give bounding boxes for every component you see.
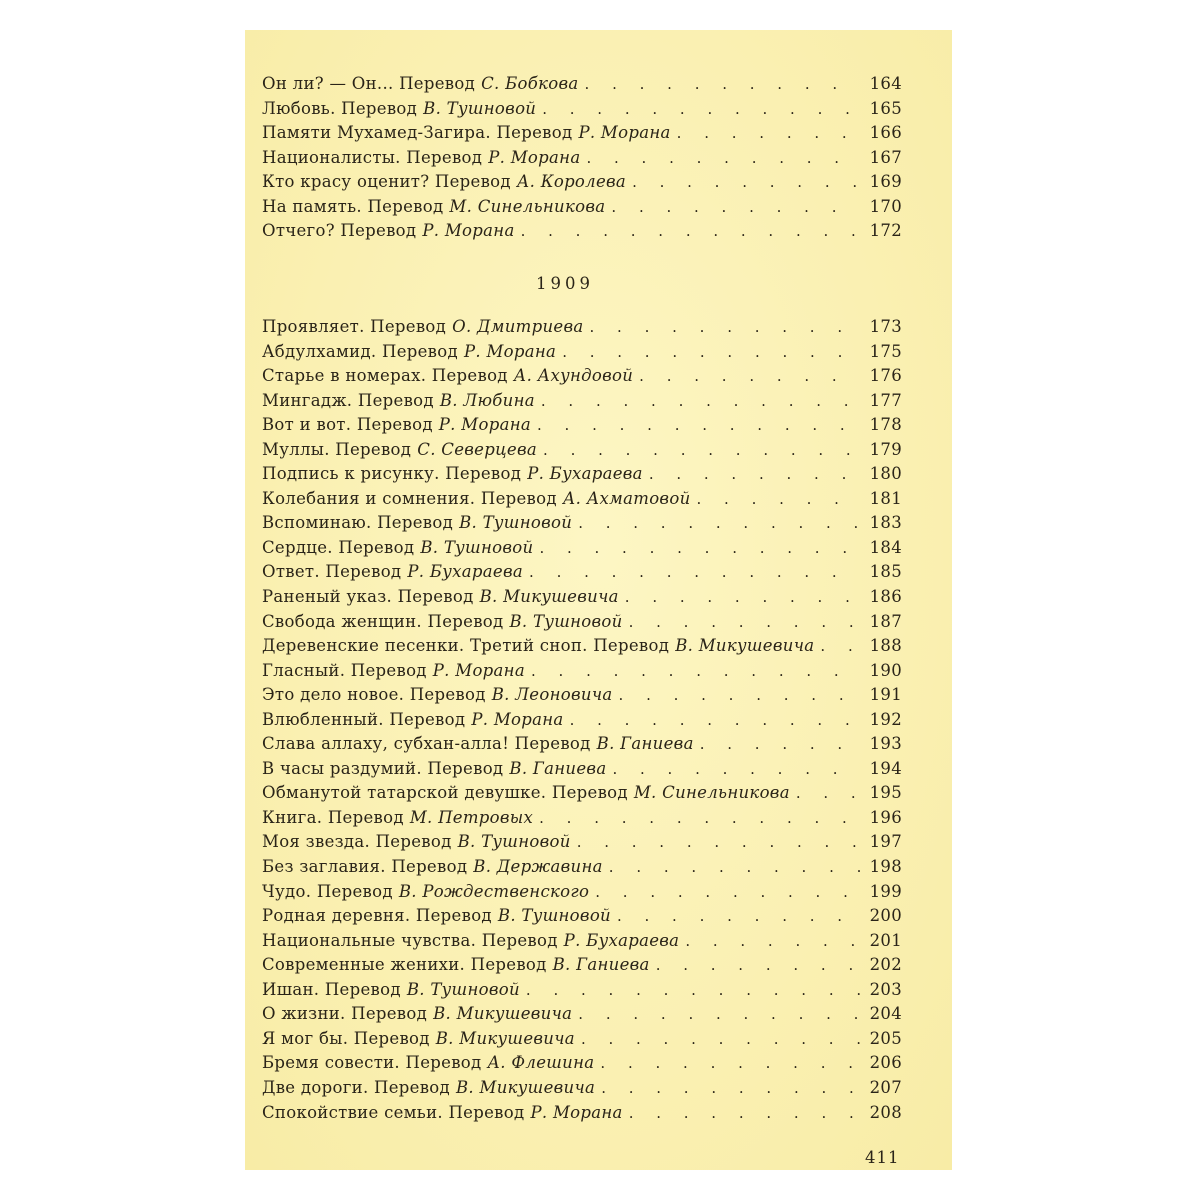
entry-translator: В. Тушновой — [406, 979, 520, 999]
dot-leader — [581, 1027, 860, 1052]
entry-translator: Р. Морана — [578, 123, 671, 143]
entry-page-number: 200 — [869, 906, 902, 926]
toc-entry — [262, 830, 902, 855]
dot-leader — [562, 340, 860, 365]
toc-entry — [262, 978, 902, 1003]
toc-entry — [262, 708, 902, 733]
entry-title: О жизни. Перевод — [262, 1004, 428, 1024]
dot-leader — [820, 634, 860, 659]
toc-entry — [262, 1051, 902, 1076]
entry-translator: Р. Бухараева — [527, 464, 643, 484]
entry-translator: В. Ганиева — [552, 955, 650, 975]
contents-list-1908 — [262, 72, 902, 244]
toc-entry — [262, 413, 902, 438]
entry-title: Ишан. Перевод — [262, 979, 401, 999]
entry-page-number: 170 — [869, 196, 902, 216]
toc-entry — [262, 1002, 902, 1027]
entry-title: Это дело новое. Перевод — [262, 685, 486, 705]
dot-leader — [539, 806, 860, 831]
entry-translator: А. Ахундовой — [513, 366, 634, 386]
entry-translator: В. Микушевича — [433, 1004, 573, 1024]
entry-page-number: 179 — [869, 439, 902, 459]
dot-leader — [649, 462, 860, 487]
dot-leader — [609, 855, 860, 880]
entry-translator: В. Микушевича — [435, 1028, 575, 1048]
entry-title: Старье в номерах. Перевод — [262, 366, 508, 386]
entry-page-number: 205 — [869, 1028, 902, 1048]
entry-title: Памяти Мухамед-Загира. Перевод — [262, 123, 573, 143]
dot-leader — [796, 781, 860, 806]
toc-entry — [262, 170, 902, 195]
dot-leader — [577, 830, 860, 855]
toc-entry — [262, 732, 902, 757]
dot-leader — [586, 146, 860, 171]
toc-entry — [262, 1101, 902, 1126]
entry-translator: В. Ганиева — [596, 734, 694, 754]
entry-title: Спокойствие семьи. Перевод — [262, 1102, 525, 1122]
toc-entry — [262, 855, 902, 880]
toc-entry — [262, 315, 902, 340]
entry-translator: Р. Морана — [488, 147, 581, 167]
entry-translator: Р. Морана — [432, 660, 525, 680]
entry-page-number: 198 — [869, 857, 902, 877]
entry-page-number: 176 — [869, 366, 902, 386]
entry-title: Без заглавия. Перевод — [262, 857, 468, 877]
dot-leader — [537, 413, 860, 438]
entry-title: Я мог бы. Перевод — [262, 1028, 430, 1048]
entry-translator: С. Бобкова — [481, 74, 579, 93]
entry-page-number: 180 — [869, 464, 902, 484]
entry-translator: Р. Морана — [530, 1102, 623, 1122]
toc-entry — [262, 536, 902, 561]
entry-translator: Р. Морана — [438, 415, 532, 435]
dot-leader — [697, 487, 861, 512]
entry-page-number: 195 — [869, 783, 902, 803]
entry-title: Кто красу оценит? Перевод — [262, 172, 511, 192]
entry-page-number: 173 — [869, 317, 902, 336]
entry-translator: А. Флешина — [487, 1053, 595, 1073]
entry-title: Национальные чувства. Перевод — [262, 930, 558, 950]
toc-entry — [262, 904, 902, 929]
entry-translator: В. Леоновича — [491, 685, 613, 705]
toc-entry — [262, 659, 902, 684]
entry-translator: А. Ахматовой — [562, 488, 691, 508]
entry-title: Националисты. Перевод — [262, 147, 483, 167]
toc-entry — [262, 511, 902, 536]
entry-page-number: 188 — [869, 636, 902, 656]
dot-leader — [542, 97, 860, 122]
entry-title: Современные женихи. Перевод — [262, 955, 547, 975]
entry-translator: В. Тушновой — [497, 906, 611, 926]
dot-leader — [677, 121, 860, 146]
dot-leader — [601, 1076, 860, 1101]
entry-title: Свобода женщин. Перевод — [262, 611, 504, 631]
toc-entry — [262, 121, 902, 146]
entry-page-number: 187 — [869, 611, 902, 631]
page-number: 411 — [865, 1148, 900, 1167]
entry-translator: В. Микушевича — [456, 1077, 596, 1097]
dot-leader — [617, 904, 860, 929]
entry-page-number: 167 — [869, 147, 902, 167]
entry-title: Раненый указ. Перевод — [262, 587, 474, 607]
dot-leader — [595, 880, 860, 905]
toc-entry — [262, 757, 902, 782]
entry-translator: Р. Морана — [463, 341, 557, 361]
entry-translator: Р. Бухараева — [563, 930, 680, 950]
entry-page-number: 202 — [869, 955, 902, 975]
entry-title: Любовь. Перевод — [262, 98, 418, 118]
entry-translator: М. Синельникова — [633, 783, 790, 803]
entry-title: Книга. Перевод — [262, 807, 404, 827]
entry-translator: С. Северцева — [417, 439, 538, 459]
year-heading: 1909 — [536, 274, 594, 293]
entry-translator: А. Королева — [516, 172, 627, 192]
dot-leader — [585, 72, 860, 97]
dot-leader — [521, 219, 860, 244]
entry-translator: Р. Бухараева — [407, 562, 524, 582]
entry-page-number: 207 — [869, 1077, 902, 1097]
toc-entry — [262, 462, 902, 487]
toc-entry — [262, 389, 902, 414]
toc-entry — [262, 880, 902, 905]
entry-page-number: 175 — [869, 341, 902, 361]
entry-title: Проявляет. Перевод — [262, 317, 447, 336]
entry-page-number: 186 — [869, 587, 902, 607]
entry-page-number: 201 — [869, 930, 902, 950]
dot-leader — [570, 708, 860, 733]
toc-entry — [262, 560, 902, 585]
toc-entry — [262, 806, 902, 831]
dot-leader — [700, 732, 860, 757]
entry-title: Обманутой татарской девушке. Перевод — [262, 783, 628, 803]
entry-title: Две дороги. Перевод — [262, 1077, 450, 1097]
toc-entry — [262, 683, 902, 708]
entry-title: Муллы. Перевод — [262, 439, 412, 459]
book-page — [245, 30, 952, 1170]
dot-leader — [541, 389, 860, 414]
dot-leader — [543, 438, 860, 463]
dot-leader — [625, 585, 860, 610]
toc-entry — [262, 585, 902, 610]
entry-title: Сердце. Перевод — [262, 537, 415, 557]
entry-page-number: 184 — [869, 537, 902, 557]
toc-entry — [262, 610, 902, 635]
entry-translator: В. Тушновой — [423, 98, 537, 118]
entry-page-number: 164 — [869, 74, 902, 93]
dot-leader — [612, 757, 860, 782]
entry-page-number: 206 — [869, 1053, 902, 1073]
entry-translator: В. Рождественского — [398, 881, 590, 901]
entry-page-number: 191 — [869, 685, 902, 705]
dot-leader — [611, 195, 860, 220]
dot-leader — [632, 170, 860, 195]
entry-translator: М. Петровых — [409, 807, 534, 827]
entry-translator: В. Тушновой — [509, 611, 623, 631]
toc-entry — [262, 929, 902, 954]
entry-page-number: 194 — [869, 758, 902, 778]
contents-list-1909 — [262, 315, 902, 1125]
toc-entry — [262, 438, 902, 463]
entry-title: На память. Перевод — [262, 196, 444, 216]
entry-title: Он ли? — Он... Перевод — [262, 74, 476, 93]
entry-translator: В. Державина — [473, 857, 603, 877]
entry-page-number: 169 — [869, 172, 902, 192]
entry-page-number: 190 — [869, 660, 902, 680]
entry-translator: В. Ганиева — [509, 758, 607, 778]
entry-translator: В. Тушновой — [420, 537, 534, 557]
dot-leader — [578, 1002, 860, 1027]
entry-translator: В. Микушевича — [675, 636, 815, 656]
toc-entry — [262, 340, 902, 365]
toc-entry — [262, 781, 902, 806]
entry-title: Бремя совести. Перевод — [262, 1053, 482, 1073]
entry-title: Мингадж. Перевод — [262, 390, 434, 410]
entry-page-number: 183 — [869, 513, 902, 533]
entry-translator: Р. Морана — [471, 709, 564, 729]
dot-leader — [590, 315, 860, 340]
entry-translator: М. Синельникова — [449, 196, 606, 216]
entry-page-number: 208 — [869, 1102, 902, 1122]
entry-title: Гласный. Перевод — [262, 660, 427, 680]
toc-entry — [262, 146, 902, 171]
dot-leader — [629, 610, 860, 635]
entry-title: Влюбленный. Перевод — [262, 709, 466, 729]
dot-leader — [526, 978, 860, 1003]
entry-page-number: 193 — [869, 734, 902, 754]
toc-entry — [262, 97, 902, 122]
entry-page-number: 177 — [869, 390, 902, 410]
entry-title: Ответ. Перевод — [262, 562, 402, 582]
entry-title: Моя звезда. Перевод — [262, 832, 452, 852]
toc-entry — [262, 1076, 902, 1101]
entry-page-number: 165 — [869, 98, 902, 118]
entry-title: Чудо. Перевод — [262, 881, 393, 901]
entry-title: Деревенские песенки. Третий сноп. Перевод — [262, 636, 670, 656]
entry-title: Слава аллаху, субхан-алла! Перевод — [262, 734, 591, 754]
dot-leader — [685, 929, 860, 954]
entry-title: Подпись к рисунку. Перевод — [262, 464, 522, 484]
entry-title: Колебания и сомнения. Перевод — [262, 488, 557, 508]
entry-translator: В. Любина — [439, 390, 535, 410]
entry-page-number: 185 — [869, 562, 902, 582]
entry-title: Отчего? Перевод — [262, 221, 417, 241]
entry-title: Абдулхамид. Перевод — [262, 341, 458, 361]
entry-page-number: 196 — [869, 807, 902, 827]
dot-leader — [656, 953, 860, 978]
dot-leader — [539, 536, 860, 561]
entry-page-number: 199 — [869, 881, 902, 901]
toc-entry — [262, 72, 902, 97]
entry-translator: В. Тушновой — [459, 513, 573, 533]
toc-entry — [262, 364, 902, 389]
entry-title: Вспоминаю. Перевод — [262, 513, 454, 533]
entry-title: Родная деревня. Перевод — [262, 906, 492, 926]
toc-entry — [262, 1027, 902, 1052]
toc-entry — [262, 195, 902, 220]
dot-leader — [531, 659, 860, 684]
toc-entry — [262, 953, 902, 978]
entry-translator: О. Дмитриева — [452, 317, 584, 336]
dot-leader — [619, 683, 860, 708]
toc-entry — [262, 634, 902, 659]
entry-page-number: 203 — [869, 979, 902, 999]
entry-title: В часы раздумий. Перевод — [262, 758, 504, 778]
dot-leader — [600, 1051, 860, 1076]
entry-translator: В. Микушевича — [479, 587, 619, 607]
entry-page-number: 192 — [869, 709, 902, 729]
dot-leader — [578, 511, 860, 536]
entry-page-number: 172 — [869, 221, 902, 241]
entry-page-number: 181 — [869, 488, 902, 508]
dot-leader — [529, 560, 860, 585]
entry-page-number: 178 — [869, 415, 902, 435]
entry-page-number: 197 — [869, 832, 902, 852]
entry-page-number: 204 — [869, 1004, 902, 1024]
dot-leader — [639, 364, 860, 389]
dot-leader — [629, 1101, 860, 1126]
entry-translator: Р. Морана — [422, 221, 515, 241]
toc-entry — [262, 487, 902, 512]
entry-title: Вот и вот. Перевод — [262, 415, 433, 435]
entry-page-number: 166 — [869, 123, 902, 143]
entry-translator: В. Тушновой — [457, 832, 571, 852]
toc-entry — [262, 219, 902, 244]
